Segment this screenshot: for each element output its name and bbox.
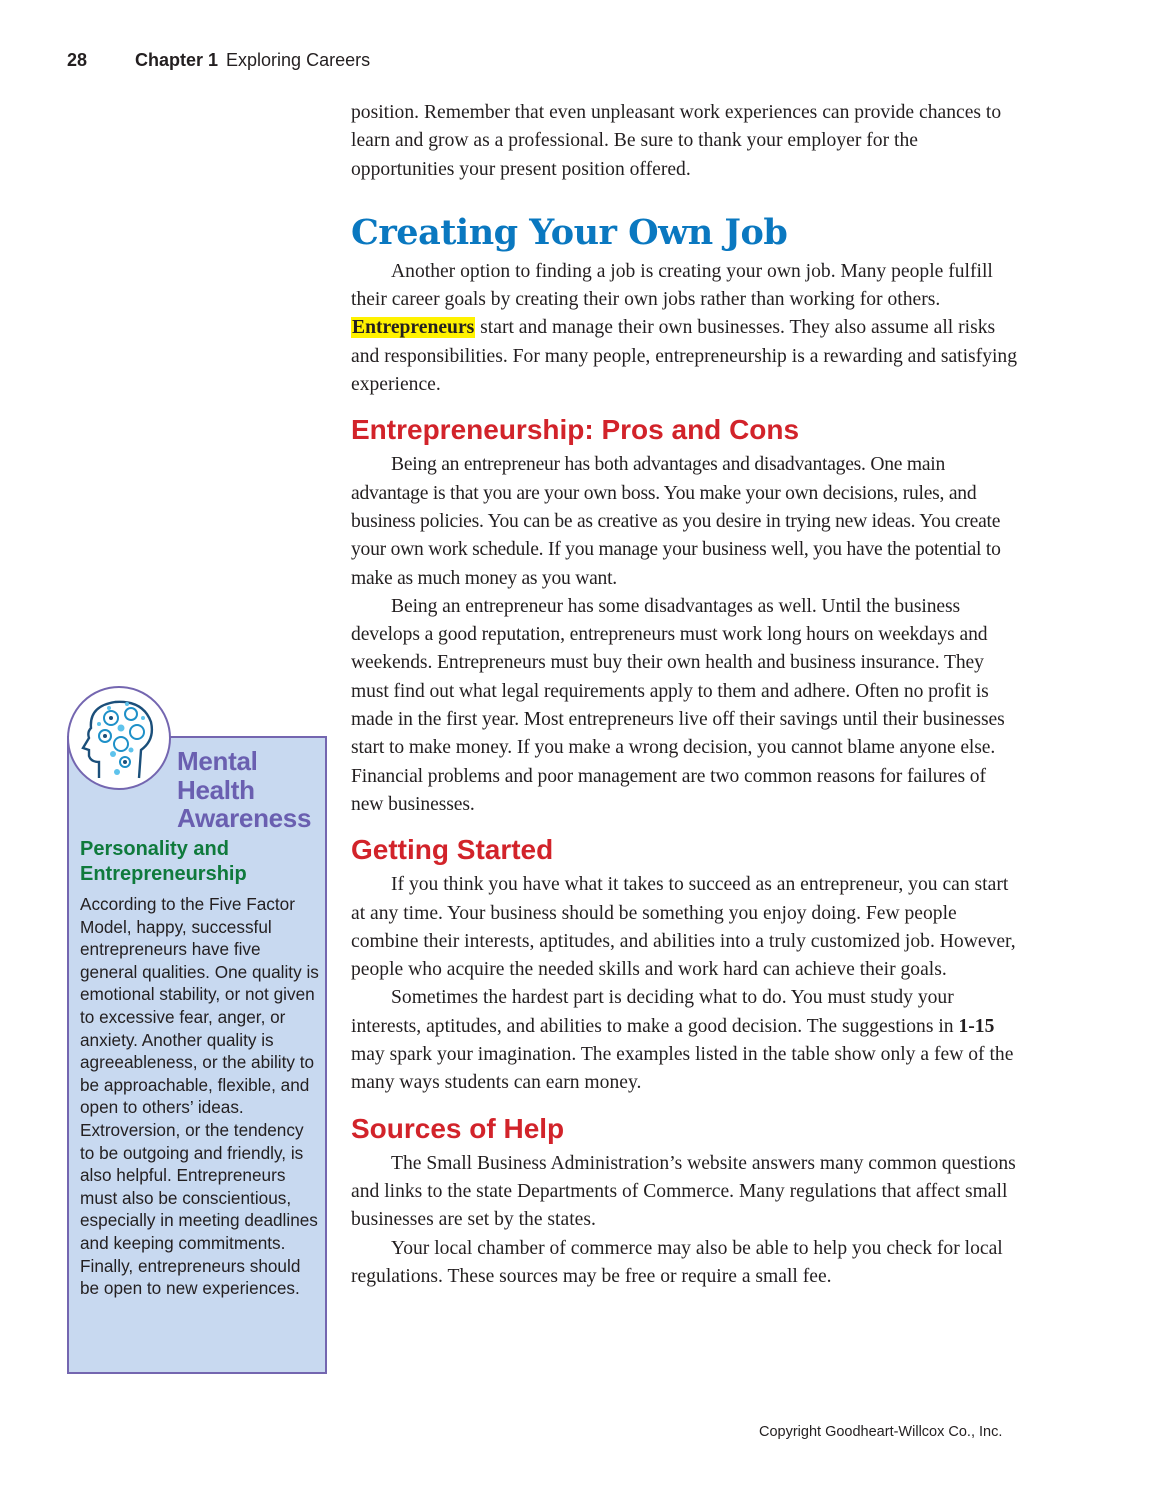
text-run: may spark your imagination. The examples listed in the table show only a few of the many ways students can earn money. (351, 1044, 1014, 1094)
section-heading: Creating Your Own Job (351, 211, 788, 253)
sidebar-title-line: Awareness (177, 803, 312, 833)
sidebar-subtitle-line: Entrepreneurship (80, 863, 247, 885)
text-run: Sometimes the hardest part is deciding what to do. You must study your interests, aptitudes, and abilities to make a good decision. The suggestions in (351, 987, 959, 1037)
copyright-footer: Copyright Goodheart-Willcox Co., Inc. (759, 1424, 1003, 1440)
subsection-heading-pros-cons: Entrepreneurship: Pros and Cons (351, 414, 800, 446)
chapter-label: Chapter 1 (135, 50, 219, 70)
sidebar-subtitle-line: Personality and (80, 838, 229, 860)
main-column (351, 99, 1021, 1291)
section-paragraph (351, 258, 1021, 399)
paragraph: Your local chamber of commerce may also be able to help you check for local regulations. These sources may be free or require a small fee. (351, 1237, 1003, 1287)
running-head (67, 50, 370, 71)
paragraph-figure-ref (351, 984, 1021, 1097)
sidebar-subtitle (80, 837, 320, 887)
subsection-heading-getting-started: Getting Started (351, 834, 554, 866)
sidebar-title-line: Mental (177, 746, 258, 776)
chapter-title: Exploring Careers (226, 50, 371, 70)
paragraph: The Small Business Administration’s website answers many common questions and links to the state Departments of Commerce. Many regulations that affect small businesses are set by the states. (351, 1152, 1016, 1231)
intro-paragraph: position. Remember that even unpleasant work experiences can provide chances to learn and grow as a professional. Be sure to thank your employer for the opportunities your present position offered. (351, 102, 1002, 180)
sidebar-title (177, 747, 311, 833)
sidebar-body: According to the Five Factor Model, happy, successful entrepreneurs have five general qualities. One quality is emotional stability, or not given to excessive fear, anger, or anxiety. Another quality is agreeableness, or the ability to be approachable, flexible, and open to others’ ideas. Extroversion, or the tendency to be outgoing and friendly, is also helpful. Entrepreneurs must also be conscientious, especially in meeting deadlines and keeping commitments. Finally, entrepreneurs should be open to new experiences. (80, 894, 319, 1299)
sidebar-title-line: Health (177, 774, 255, 805)
subsection-heading-sources-of-help: Sources of Help (351, 1112, 565, 1144)
page-number: 28 (67, 50, 88, 70)
brain-gears-icon (67, 686, 171, 790)
key-term-highlight[interactable]: Entrepreneurs (352, 317, 475, 339)
paragraph: Being an entrepreneur has some disadvantages as well. Until the business develops a good reputation, entrepreneurs must work long hours on weekdays and weekends. Entrepreneurs must buy their own health and business insurance. They must find out what legal requirements apply to them and adhere. Often no profit is made in the first year. Most entrepreneurs live off their savings until their businesses start to make money. If you make a wrong decision, you cannot blame anyone else. Financial problems and poor management are two common reasons for failures of new businesses. (351, 595, 1005, 815)
figure-reference-link[interactable]: 1-15 (958, 1015, 995, 1037)
text-run: start and manage their own businesses. They also assume all risks and responsibilities. For many people, entrepreneurship is a rewarding and satisfying experience. (351, 317, 1018, 396)
paragraph: If you think you have what it takes to succeed as an entrepreneur, you can start at any time. Your business should be something you enjoy doing. Few people combine their interests, aptitudes, and abilities into a truly customized job. However, people who acquire the needed skills and work hard can achieve their goals. (351, 874, 1016, 981)
text-run: Another option to finding a job is creating your own job. Many people fulfill their career goals by creating their own jobs rather than working for others. (351, 260, 993, 311)
paragraph: Being an entrepreneur has both advantages and disadvantages. One main advantage is that you are your own boss. You make your own decisions, rules, and business policies. You can be as creative as you desire in trying new ideas. You create your own work schedule. If you manage your business well, you have the potential to make as much money as you want. (351, 454, 1001, 589)
